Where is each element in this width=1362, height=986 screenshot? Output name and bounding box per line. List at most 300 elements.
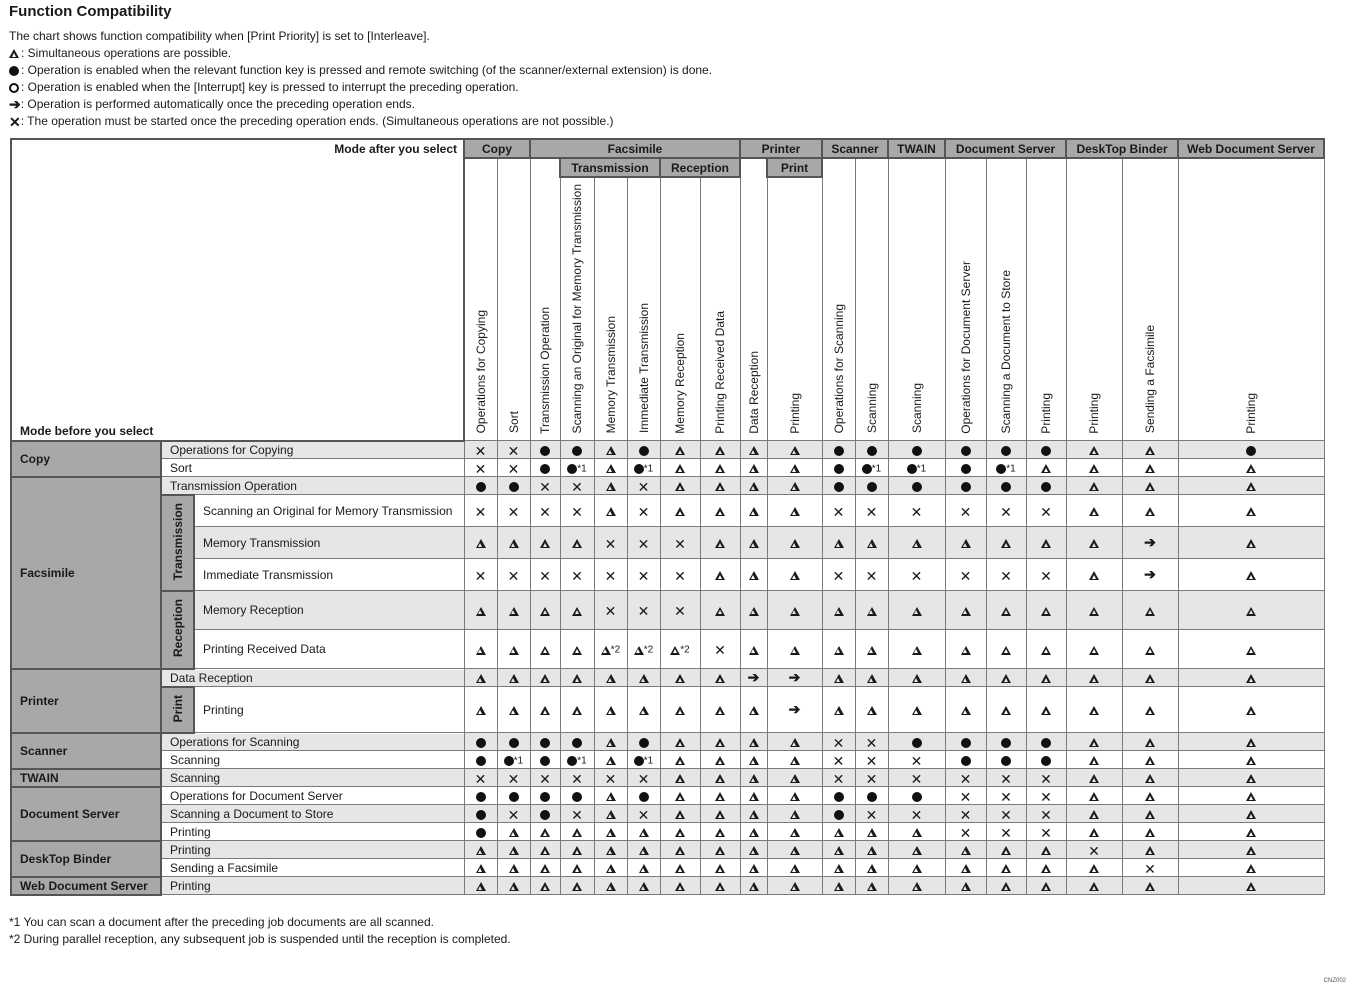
table-row	[11, 441, 1324, 459]
compat-cell	[1066, 805, 1122, 823]
triangle-icon	[749, 738, 759, 747]
triangle-icon	[961, 706, 971, 715]
triangle-icon	[1145, 792, 1155, 801]
triangle-icon	[1089, 864, 1099, 873]
compatibility-table	[10, 138, 1325, 896]
triangle-icon	[572, 674, 582, 683]
triangle-icon	[715, 738, 725, 747]
triangle-icon	[675, 846, 685, 855]
triangle-icon	[715, 482, 725, 491]
compat-cell	[986, 459, 1026, 477]
compat-cell	[986, 495, 1026, 527]
triangle-icon	[572, 864, 582, 873]
cross-icon: ✕	[571, 478, 583, 495]
compat-cell	[1066, 630, 1122, 669]
compat-cell	[594, 733, 627, 751]
col-subgroup-print: Print	[767, 158, 822, 177]
compat-cell	[627, 591, 660, 630]
compat-cell	[986, 859, 1026, 877]
filled-circle-icon	[907, 464, 917, 474]
triangle-icon	[639, 674, 649, 683]
compat-cell	[700, 841, 740, 859]
cross-icon: ✕	[674, 603, 686, 620]
compat-cell	[660, 841, 700, 859]
compat-cell	[888, 751, 945, 769]
footnote-ref: *1	[1006, 463, 1016, 475]
compat-cell	[464, 823, 497, 841]
cross-icon: ✕	[959, 788, 972, 805]
table-row	[11, 877, 1324, 895]
compat-cell	[1026, 687, 1066, 733]
triangle-icon	[834, 828, 844, 837]
compat-cell	[530, 751, 560, 769]
triangle-icon	[1246, 482, 1256, 491]
col-header: Data Reception	[740, 158, 767, 441]
triangle-icon	[867, 607, 877, 616]
triangle-icon	[715, 846, 725, 855]
triangle-icon	[1246, 774, 1256, 783]
compat-cell	[560, 769, 594, 787]
compat-cell	[945, 877, 986, 895]
cross-icon: ✕	[1040, 567, 1052, 584]
cross-icon: ✕	[604, 567, 617, 584]
triangle-icon	[749, 774, 759, 783]
intro-text: The chart shows function compatibility when [Print Priority] is set to [Interleave].	[9, 29, 430, 43]
triangle-icon	[1246, 706, 1256, 715]
arrow-right-icon: ➔	[1144, 534, 1156, 551]
compat-cell	[986, 877, 1026, 895]
triangle-icon	[790, 607, 800, 616]
triangle-icon	[715, 446, 725, 455]
cross-icon: ✕	[832, 567, 845, 584]
compat-cell	[945, 841, 986, 859]
compat-cell	[945, 441, 986, 459]
arrow-right-icon: ➔	[788, 701, 801, 718]
cross-icon: ✕	[959, 806, 972, 823]
compat-cell	[1122, 823, 1178, 841]
compat-cell	[660, 441, 700, 459]
compat-cell	[700, 630, 740, 669]
compat-cell	[855, 559, 888, 591]
compat-cell	[888, 591, 945, 630]
triangle-icon	[961, 674, 971, 683]
compat-cell	[822, 841, 855, 859]
triangle-icon	[715, 756, 725, 765]
compat-cell	[1066, 877, 1122, 895]
row-subgroup-print: Print	[161, 687, 194, 733]
footnote-ref: *1	[577, 463, 587, 475]
compat-cell	[1026, 441, 1066, 459]
compat-cell	[1122, 630, 1178, 669]
compat-cell	[464, 630, 497, 669]
compat-cell	[700, 859, 740, 877]
filled-circle-icon	[567, 756, 577, 766]
compat-cell	[700, 805, 740, 823]
open-circle-icon	[9, 83, 19, 93]
filled-circle-icon	[476, 810, 486, 820]
triangle-icon	[1089, 738, 1099, 747]
compat-cell	[530, 527, 560, 559]
compat-cell	[767, 805, 822, 823]
compat-cell	[660, 559, 700, 591]
compat-cell	[1026, 841, 1066, 859]
cross-icon: ✕	[832, 734, 845, 751]
triangle-icon	[749, 646, 759, 655]
compat-cell	[822, 559, 855, 591]
cross-icon: ✕	[1000, 824, 1012, 841]
triangle-icon	[867, 706, 877, 715]
compat-cell	[945, 669, 986, 687]
row-label: Scanning	[161, 751, 464, 769]
triangle-icon	[540, 828, 550, 837]
compat-cell	[497, 687, 530, 733]
compat-cell	[594, 591, 627, 630]
triangle-icon	[1145, 674, 1155, 683]
triangle-icon	[867, 674, 877, 683]
triangle-icon	[867, 846, 877, 855]
filled-circle-icon	[540, 756, 550, 766]
filled-circle-icon	[961, 482, 971, 492]
triangle-icon	[790, 482, 800, 491]
triangle-icon	[1001, 864, 1011, 873]
triangle-icon	[1089, 792, 1099, 801]
compat-cell	[740, 459, 767, 477]
compat-cell	[888, 459, 945, 477]
compat-cell	[855, 527, 888, 559]
table-row	[11, 841, 1324, 859]
compat-cell	[855, 687, 888, 733]
row-group-document-server: Document Server	[11, 787, 161, 841]
col-header: Scanning	[855, 158, 888, 441]
triangle-icon	[749, 864, 759, 873]
row-subgroup-transmission: Transmission	[161, 495, 194, 591]
compat-cell	[822, 823, 855, 841]
compat-cell	[660, 823, 700, 841]
compat-cell	[1066, 841, 1122, 859]
triangle-icon	[540, 607, 550, 616]
cross-icon: ✕	[1000, 788, 1012, 805]
triangle-icon	[1246, 846, 1256, 855]
triangle-icon	[912, 846, 922, 855]
compat-cell	[855, 630, 888, 669]
compat-cell	[1066, 859, 1122, 877]
compat-cell	[1178, 441, 1324, 459]
compat-cell	[660, 751, 700, 769]
compat-cell	[700, 877, 740, 895]
compat-cell	[660, 459, 700, 477]
compat-cell	[464, 859, 497, 877]
triangle-icon	[1089, 828, 1099, 837]
compat-cell	[986, 630, 1026, 669]
filled-circle-icon	[509, 482, 519, 492]
mode-before-label: Mode before you select	[20, 423, 154, 438]
cross-icon: ✕	[959, 824, 972, 841]
cross-icon: ✕	[865, 752, 878, 769]
compat-cell	[594, 841, 627, 859]
triangle-icon	[1145, 446, 1155, 455]
compat-cell	[1178, 527, 1324, 559]
cross-icon: ✕	[637, 535, 650, 552]
triangle-icon	[476, 882, 486, 891]
compat-cell	[660, 787, 700, 805]
compat-cell	[560, 841, 594, 859]
triangle-icon	[675, 507, 685, 516]
row-group-printer: Printer	[11, 669, 161, 733]
triangle-icon	[1089, 810, 1099, 819]
triangle-icon	[834, 539, 844, 548]
triangle-icon	[1089, 571, 1099, 580]
triangle-icon	[509, 674, 519, 683]
footnote-ref: *1	[871, 463, 882, 475]
compat-cell	[594, 459, 627, 477]
triangle-icon	[1089, 706, 1099, 715]
triangle-icon	[834, 846, 844, 855]
cross-icon: ✕	[637, 567, 650, 584]
compat-cell	[530, 687, 560, 733]
triangle-icon	[715, 792, 725, 801]
compat-cell	[855, 877, 888, 895]
triangle-icon	[1246, 507, 1256, 516]
compat-cell	[1178, 459, 1324, 477]
compat-cell	[855, 805, 888, 823]
table-row	[11, 769, 1324, 787]
arrow-right-icon: ➔	[9, 96, 21, 112]
cross-icon: ✕	[474, 567, 487, 584]
compat-cell	[560, 687, 594, 733]
compat-cell	[986, 733, 1026, 751]
filled-circle-icon	[639, 738, 649, 748]
cross-icon: ✕	[571, 567, 583, 584]
cross-icon: ✕	[571, 503, 583, 520]
compat-cell	[594, 859, 627, 877]
filled-circle-icon	[540, 464, 550, 474]
triangle-icon	[1246, 646, 1256, 655]
compat-cell	[888, 527, 945, 559]
table-corner-header	[11, 139, 464, 441]
compat-cell	[627, 751, 660, 769]
compat-cell	[767, 441, 822, 459]
compat-cell	[594, 769, 627, 787]
cross-icon: ✕	[507, 442, 520, 459]
table-row	[11, 495, 1324, 527]
cross-icon: ✕	[832, 752, 845, 769]
triangle-icon	[867, 539, 877, 548]
compat-cell	[700, 477, 740, 495]
table-row	[11, 630, 1324, 669]
triangle-icon	[1246, 539, 1256, 548]
triangle-icon	[606, 882, 616, 891]
compat-cell	[945, 495, 986, 527]
footnote-1: *1 You can scan a document after the preceding job documents are all scanned.	[9, 915, 434, 929]
compat-cell	[855, 823, 888, 841]
triangle-icon	[834, 882, 844, 891]
compat-cell	[1178, 591, 1324, 630]
compat-cell	[822, 751, 855, 769]
compat-cell	[627, 527, 660, 559]
triangle-icon	[476, 674, 486, 683]
compat-cell	[464, 751, 497, 769]
compat-cell	[560, 669, 594, 687]
table-row	[11, 459, 1324, 477]
triangle-icon	[675, 706, 685, 715]
row-label: Immediate Transmission	[194, 559, 464, 591]
triangle-icon	[790, 774, 800, 783]
triangle-icon	[1246, 674, 1256, 683]
triangle-icon	[1089, 464, 1099, 473]
cross-icon: ✕	[959, 503, 972, 520]
footnote-2: *2 During parallel reception, any subsequent job is suspended until the reception is completed.	[9, 932, 511, 946]
compat-cell	[1066, 591, 1122, 630]
compat-cell	[700, 441, 740, 459]
triangle-icon	[749, 446, 759, 455]
compat-cell	[594, 527, 627, 559]
row-label: Memory Transmission	[194, 527, 464, 559]
triangle-icon	[675, 756, 685, 765]
compat-cell	[594, 805, 627, 823]
compat-cell	[945, 559, 986, 591]
triangle-icon	[1246, 738, 1256, 747]
triangle-icon	[675, 674, 685, 683]
compat-cell	[1026, 805, 1066, 823]
figure-code: CNZ002	[1323, 978, 1346, 984]
triangle-icon	[1145, 774, 1155, 783]
compat-cell	[1026, 823, 1066, 841]
col-subgroup-reception: Reception	[660, 158, 740, 177]
compat-cell	[767, 591, 822, 630]
compat-cell	[1178, 495, 1324, 527]
cross-icon: ✕	[539, 478, 551, 495]
filled-circle-icon	[639, 446, 649, 456]
compat-cell	[700, 787, 740, 805]
triangle-icon	[749, 539, 759, 548]
compat-cell	[767, 733, 822, 751]
triangle-icon	[509, 864, 519, 873]
compat-cell	[1122, 877, 1178, 895]
compat-cell	[1026, 877, 1066, 895]
triangle-icon	[749, 482, 759, 491]
compat-cell	[660, 805, 700, 823]
compat-cell	[1122, 769, 1178, 787]
compat-cell	[464, 669, 497, 687]
compat-cell	[660, 630, 700, 669]
compat-cell	[945, 823, 986, 841]
compat-cell	[627, 630, 660, 669]
compat-cell	[1026, 859, 1066, 877]
cross-icon: ✕	[539, 503, 551, 520]
compat-cell	[660, 687, 700, 733]
filled-circle-icon	[540, 810, 550, 820]
compat-cell	[1122, 805, 1178, 823]
compat-cell	[767, 877, 822, 895]
filled-circle-icon	[1041, 482, 1051, 492]
row-label: Scanning an Original for Memory Transmission	[194, 495, 464, 527]
triangle-icon	[961, 846, 971, 855]
compat-cell	[945, 769, 986, 787]
triangle-icon	[715, 539, 725, 548]
compat-cell	[594, 787, 627, 805]
compat-cell	[767, 787, 822, 805]
triangle-icon	[749, 706, 759, 715]
compat-cell	[888, 687, 945, 733]
filled-circle-icon	[476, 756, 486, 766]
row-subgroup-reception: Reception	[161, 591, 194, 669]
cross-icon: ✕	[1088, 842, 1100, 859]
compat-cell	[594, 559, 627, 591]
compat-cell	[700, 527, 740, 559]
compat-cell	[497, 859, 530, 877]
row-group-twain: TWAIN	[11, 769, 161, 787]
compat-cell	[945, 527, 986, 559]
triangle-icon	[1145, 646, 1155, 655]
compat-cell	[497, 591, 530, 630]
triangle-icon	[1145, 607, 1155, 616]
triangle-icon	[1145, 846, 1155, 855]
footnote-ref: *1	[577, 755, 587, 767]
compat-cell	[822, 591, 855, 630]
col-header: Sending a Facsimile	[1122, 158, 1178, 441]
compat-cell	[1178, 733, 1324, 751]
compat-cell	[888, 877, 945, 895]
compat-cell	[986, 687, 1026, 733]
triangle-icon	[790, 828, 800, 837]
cross-icon: ✕	[910, 752, 923, 769]
compat-cell	[740, 859, 767, 877]
triangle-icon	[961, 646, 971, 655]
compat-cell	[986, 477, 1026, 495]
compat-cell	[767, 630, 822, 669]
triangle-icon	[749, 810, 759, 819]
compat-cell	[560, 787, 594, 805]
compat-cell	[945, 477, 986, 495]
triangle-icon	[715, 774, 725, 783]
triangle-icon	[715, 607, 725, 616]
col-header: Printing	[1026, 158, 1066, 441]
compat-cell	[740, 769, 767, 787]
compat-cell	[855, 859, 888, 877]
col-header: Operations for Document Server	[945, 158, 986, 441]
compat-cell	[767, 859, 822, 877]
compat-cell	[740, 669, 767, 687]
triangle-icon	[572, 607, 582, 616]
cross-icon: ✕	[637, 770, 650, 787]
triangle-icon	[1089, 507, 1099, 516]
compat-cell	[888, 823, 945, 841]
triangle-icon	[606, 738, 616, 747]
compat-cell	[700, 823, 740, 841]
col-header: Scanning an Original for Memory Transmission	[560, 177, 594, 441]
cross-icon: ✕	[865, 770, 878, 787]
compat-cell	[464, 877, 497, 895]
compat-cell	[700, 669, 740, 687]
triangle-icon	[601, 646, 611, 655]
table-row	[11, 787, 1324, 805]
triangle-icon	[961, 607, 971, 616]
filled-circle-icon	[834, 810, 844, 820]
compat-cell	[1122, 459, 1178, 477]
compat-cell	[945, 630, 986, 669]
compat-cell	[464, 769, 497, 787]
compat-cell	[530, 459, 560, 477]
compat-cell	[560, 559, 594, 591]
triangle-icon	[572, 828, 582, 837]
filled-circle-icon	[912, 738, 922, 748]
triangle-icon	[1089, 674, 1099, 683]
triangle-icon	[606, 482, 616, 491]
row-label: Scanning a Document to Store	[161, 805, 464, 823]
compat-cell	[855, 495, 888, 527]
compat-cell	[464, 495, 497, 527]
filled-circle-icon	[476, 828, 486, 838]
